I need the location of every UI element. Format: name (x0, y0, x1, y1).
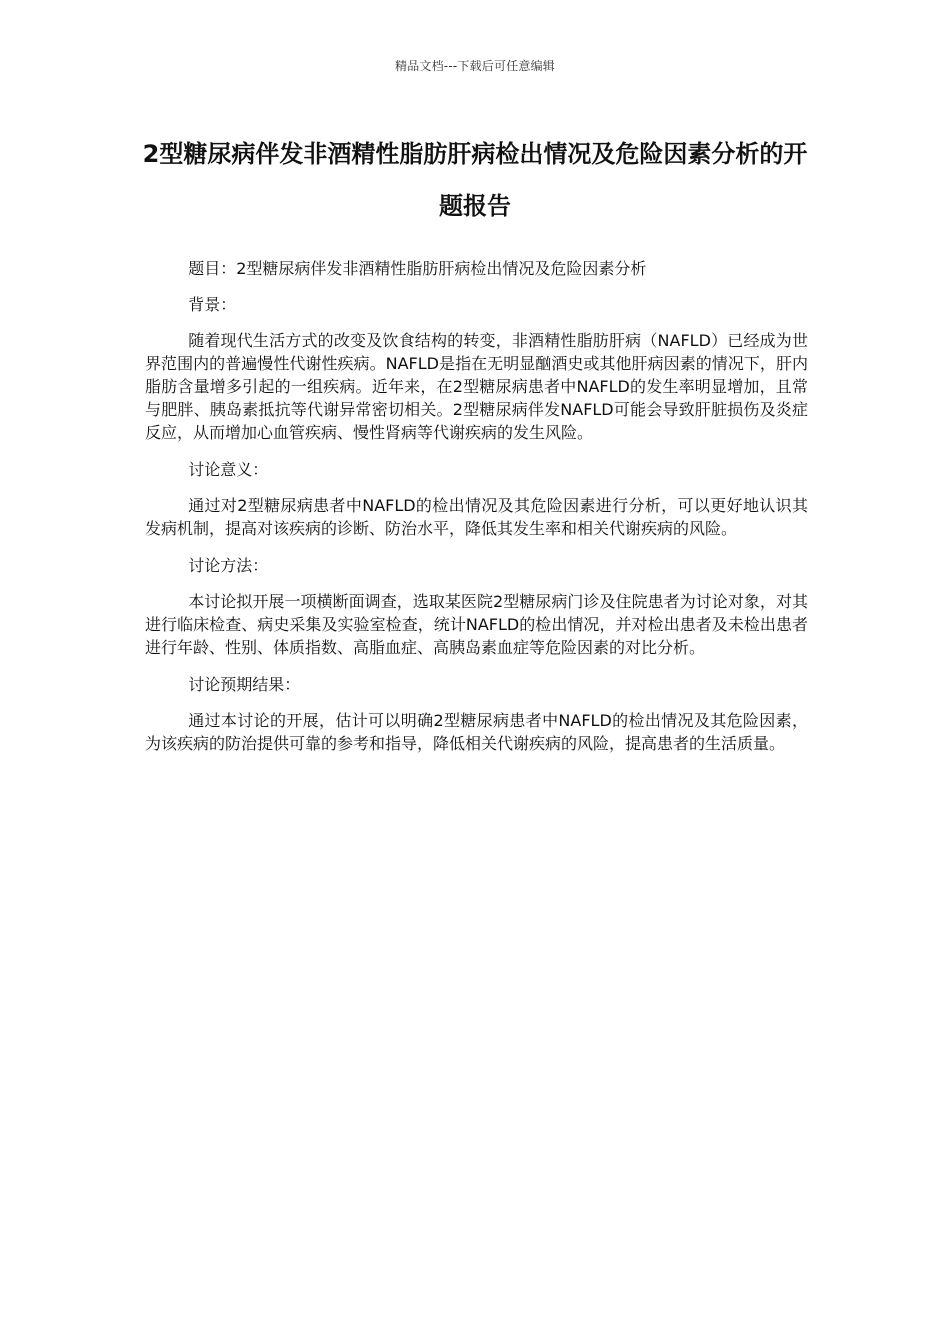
background-paragraph: 随着现代生活方式的改变及饮食结构的转变，非酒精性脂肪肝病（NAFLD）已经成为世界范围内的普遍慢性代谢性疾病。NAFLD是指在无明显酗酒史或其他肝病因素的情况下，肝内脂肪含量增多引起的一组疾病。近年来，在2型糖尿病患者中NAFLD的发生率明显增加，且常与肥胖、胰岛素抵抗等代谢异常密切相关。2型糖尿病伴发NAFLD可能会导致肝脏损伤及炎症反应，从而增加心血管疾病、慢性肾病等代谢疾病的发生风险。 (145, 331, 808, 442)
background-label: 背景： (188, 295, 237, 314)
document-title: 2型糖尿病伴发非酒精性脂肪肝病检出情况及危险因素分析的开题报告 (142, 140, 808, 220)
header-note: 精品文档---下载后可任意编辑 (395, 59, 555, 73)
significance-paragraph: 通过对2型糖尿病患者中NAFLD的检出情况及其危险因素进行分析，可以更好地认识其发病机制，提高对该疾病的诊断、防治水平，降低其发生率和相关代谢疾病的风险。 (145, 496, 808, 538)
significance-label: 讨论意义： (188, 460, 269, 479)
method-paragraph: 本讨论拟开展一项横断面调查，选取某医院2型糖尿病门诊及住院患者为讨论对象，对其进行临床检查、病史采集及实验室检查，统计NAFLD的检出情况，并对检出患者及未检出患者进行年龄、性别、体质指数、高脂血症、高胰岛素血症等危险因素的对比分析。 (145, 592, 808, 657)
method-label: 讨论方法： (188, 556, 269, 575)
expected-results-paragraph: 通过本讨论的开展，估计可以明确2型糖尿病患者中NAFLD的检出情况及其危险因素，为该疾病的防治提供可靠的参考和指导，降低相关代谢疾病的风险，提高患者的生活质量。 (145, 711, 808, 753)
expected-results-label: 讨论预期结果： (188, 675, 301, 694)
document-body (145, 257, 808, 769)
topic-line: 题目：2型糖尿病伴发非酒精性脂肪肝病检出情况及危险因素分析 (188, 259, 647, 278)
